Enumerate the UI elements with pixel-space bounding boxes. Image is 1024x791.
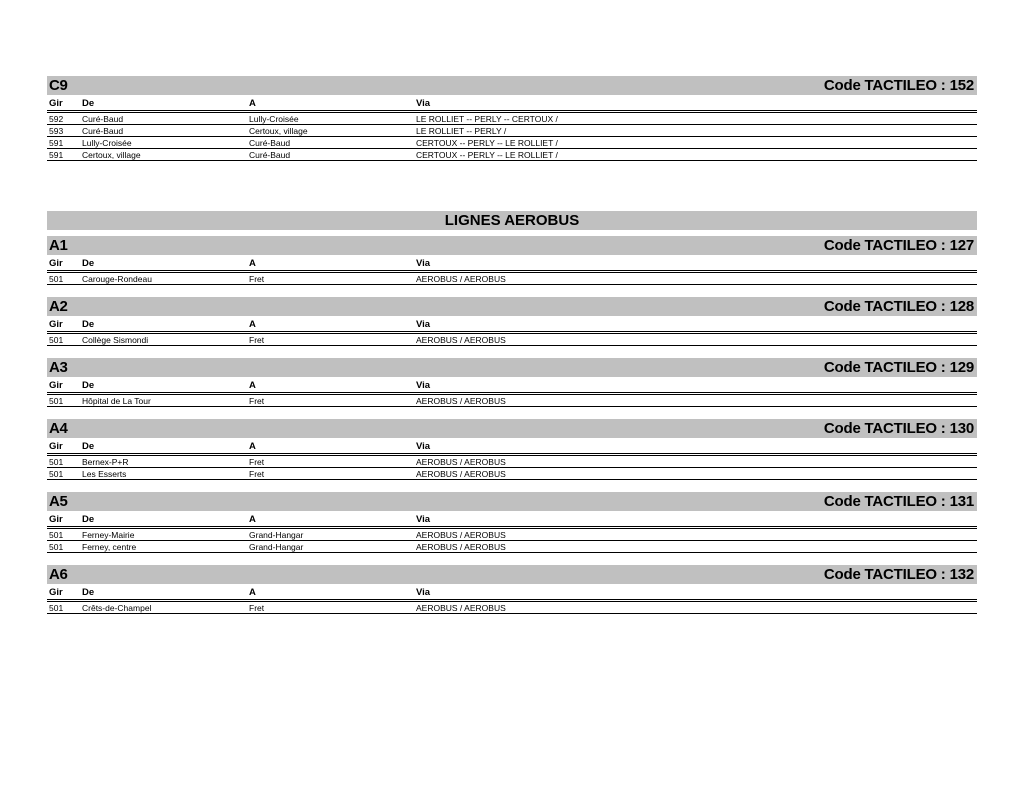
cell-a: Fret (249, 457, 265, 467)
cell-gir: 501 (49, 396, 64, 406)
cell-de: Ferney-Mairie (82, 530, 135, 540)
table-row (47, 113, 977, 125)
line-name: C9 (49, 77, 68, 94)
col-gir: Gir (49, 319, 63, 330)
table-rows (47, 395, 977, 407)
cell-de: Bernex-P+R (82, 457, 129, 467)
table-row (47, 273, 977, 285)
tactileo-code: Code TACTILEO : 132 (823, 566, 974, 583)
col-de: De (82, 380, 95, 391)
col-gir: Gir (49, 587, 63, 598)
cell-a: Lully-Croisée (249, 114, 299, 124)
table-row (47, 529, 977, 541)
line-name: A3 (49, 359, 68, 376)
tactileo-code: Code TACTILEO : 128 (823, 298, 974, 315)
cell-a: Fret (249, 603, 265, 613)
col-via: Via (416, 319, 431, 330)
line-header-band (47, 565, 977, 584)
col-de: De (82, 587, 95, 598)
col-via: Via (416, 441, 431, 452)
line-block-a3 (47, 358, 977, 407)
cell-gir: 501 (49, 542, 64, 552)
table-row (47, 541, 977, 553)
column-headers (47, 513, 977, 529)
line-name: A2 (49, 298, 68, 315)
cell-a: Fret (249, 396, 265, 406)
cell-via: CERTOUX -- PERLY -- LE ROLLIET / (416, 150, 558, 160)
table-row (47, 334, 977, 346)
cell-a: Curé-Baud (249, 138, 291, 148)
aerobus-lines (47, 236, 977, 614)
cell-gir: 593 (49, 126, 64, 136)
col-a: A (249, 441, 256, 452)
col-de: De (82, 319, 95, 330)
cell-via: LE ROLLIET -- PERLY / (416, 126, 507, 136)
table-row (47, 468, 977, 480)
col-a: A (249, 319, 256, 330)
table-row (47, 456, 977, 468)
col-de: De (82, 514, 95, 525)
col-gir: Gir (49, 514, 63, 525)
col-via: Via (416, 98, 431, 109)
cell-de: Carouge-Rondeau (82, 274, 152, 284)
cell-a: Grand-Hangar (249, 542, 304, 552)
col-gir: Gir (49, 380, 63, 391)
column-headers (47, 379, 977, 395)
cell-de: Ferney, centre (82, 542, 137, 552)
line-block-c9 (47, 76, 977, 161)
cell-a: Fret (249, 335, 265, 345)
table-row (47, 125, 977, 137)
line-name: A5 (49, 493, 68, 510)
column-headers (47, 318, 977, 334)
cell-a: Fret (249, 469, 265, 479)
cell-via: AEROBUS / AEROBUS (416, 469, 506, 479)
cell-gir: 591 (49, 138, 64, 148)
table-rows (47, 456, 977, 480)
line-name: A6 (49, 566, 68, 583)
timetable-page (47, 76, 977, 614)
col-via: Via (416, 380, 431, 391)
col-a: A (249, 587, 256, 598)
col-via: Via (416, 514, 431, 525)
table-row (47, 137, 977, 149)
col-gir: Gir (49, 98, 63, 109)
col-via: Via (416, 258, 431, 269)
line-header-band (47, 358, 977, 377)
tactileo-code: Code TACTILEO : 129 (823, 359, 974, 376)
line-block-a2 (47, 297, 977, 346)
cell-via: AEROBUS / AEROBUS (416, 274, 506, 284)
tactileo-code: Code TACTILEO : 152 (823, 77, 974, 94)
col-gir: Gir (49, 441, 63, 452)
col-via: Via (416, 587, 431, 598)
cell-gir: 501 (49, 335, 64, 345)
col-de: De (82, 258, 95, 269)
tactileo-code: Code TACTILEO : 131 (823, 493, 974, 510)
table-row (47, 395, 977, 407)
tactileo-code: Code TACTILEO : 127 (823, 237, 974, 254)
cell-via: AEROBUS / AEROBUS (416, 457, 506, 467)
line-header-band (47, 297, 977, 316)
table-rows (47, 273, 977, 285)
cell-de: Collège Sismondi (82, 335, 149, 345)
col-a: A (249, 98, 256, 109)
cell-gir: 501 (49, 603, 64, 613)
cell-a: Fret (249, 274, 265, 284)
cell-gir: 501 (49, 274, 64, 284)
table-rows (47, 334, 977, 346)
cell-via: AEROBUS / AEROBUS (416, 396, 506, 406)
table-row (47, 149, 977, 161)
col-de: De (82, 98, 95, 109)
line-block-a5 (47, 492, 977, 553)
cell-via: AEROBUS / AEROBUS (416, 530, 506, 540)
col-a: A (249, 380, 256, 391)
cell-via: CERTOUX -- PERLY -- LE ROLLIET / (416, 138, 558, 148)
line-block-a4 (47, 419, 977, 480)
cell-de: Lully-Croisée (82, 138, 132, 148)
line-header-band (47, 419, 977, 438)
line-header-band (47, 492, 977, 511)
tactileo-code: Code TACTILEO : 130 (823, 420, 974, 437)
section-title: LIGNES AEROBUS (47, 211, 977, 230)
cell-gir: 501 (49, 469, 64, 479)
table-rows (47, 602, 977, 614)
column-headers (47, 97, 977, 113)
table-row (47, 602, 977, 614)
col-a: A (249, 258, 256, 269)
cell-a: Curé-Baud (249, 150, 291, 160)
table-rows (47, 529, 977, 553)
cell-gir: 591 (49, 150, 64, 160)
cell-via: AEROBUS / AEROBUS (416, 542, 506, 552)
cell-a: Certoux, village (249, 126, 308, 136)
cell-de: Curé-Baud (82, 114, 124, 124)
cell-gir: 592 (49, 114, 64, 124)
line-name: A4 (49, 420, 68, 437)
column-headers (47, 440, 977, 456)
cell-de: Crêts-de-Champel (82, 603, 152, 613)
cell-via: LE ROLLIET -- PERLY -- CERTOUX / (416, 114, 558, 124)
cell-de: Curé-Baud (82, 126, 124, 136)
table-rows (47, 113, 977, 161)
cell-de: Les Esserts (82, 469, 127, 479)
cell-gir: 501 (49, 530, 64, 540)
column-headers (47, 586, 977, 602)
cell-via: AEROBUS / AEROBUS (416, 335, 506, 345)
cell-gir: 501 (49, 457, 64, 467)
column-headers (47, 257, 977, 273)
line-header-band (47, 76, 977, 95)
cell-a: Grand-Hangar (249, 530, 304, 540)
line-block-a1 (47, 236, 977, 285)
line-block-a6 (47, 565, 977, 614)
col-gir: Gir (49, 258, 63, 269)
line-header-band (47, 236, 977, 255)
cell-de: Hôpital de La Tour (82, 396, 151, 406)
cell-de: Certoux, village (82, 150, 141, 160)
col-a: A (249, 514, 256, 525)
line-name: A1 (49, 237, 68, 254)
col-de: De (82, 441, 95, 452)
cell-via: AEROBUS / AEROBUS (416, 603, 506, 613)
